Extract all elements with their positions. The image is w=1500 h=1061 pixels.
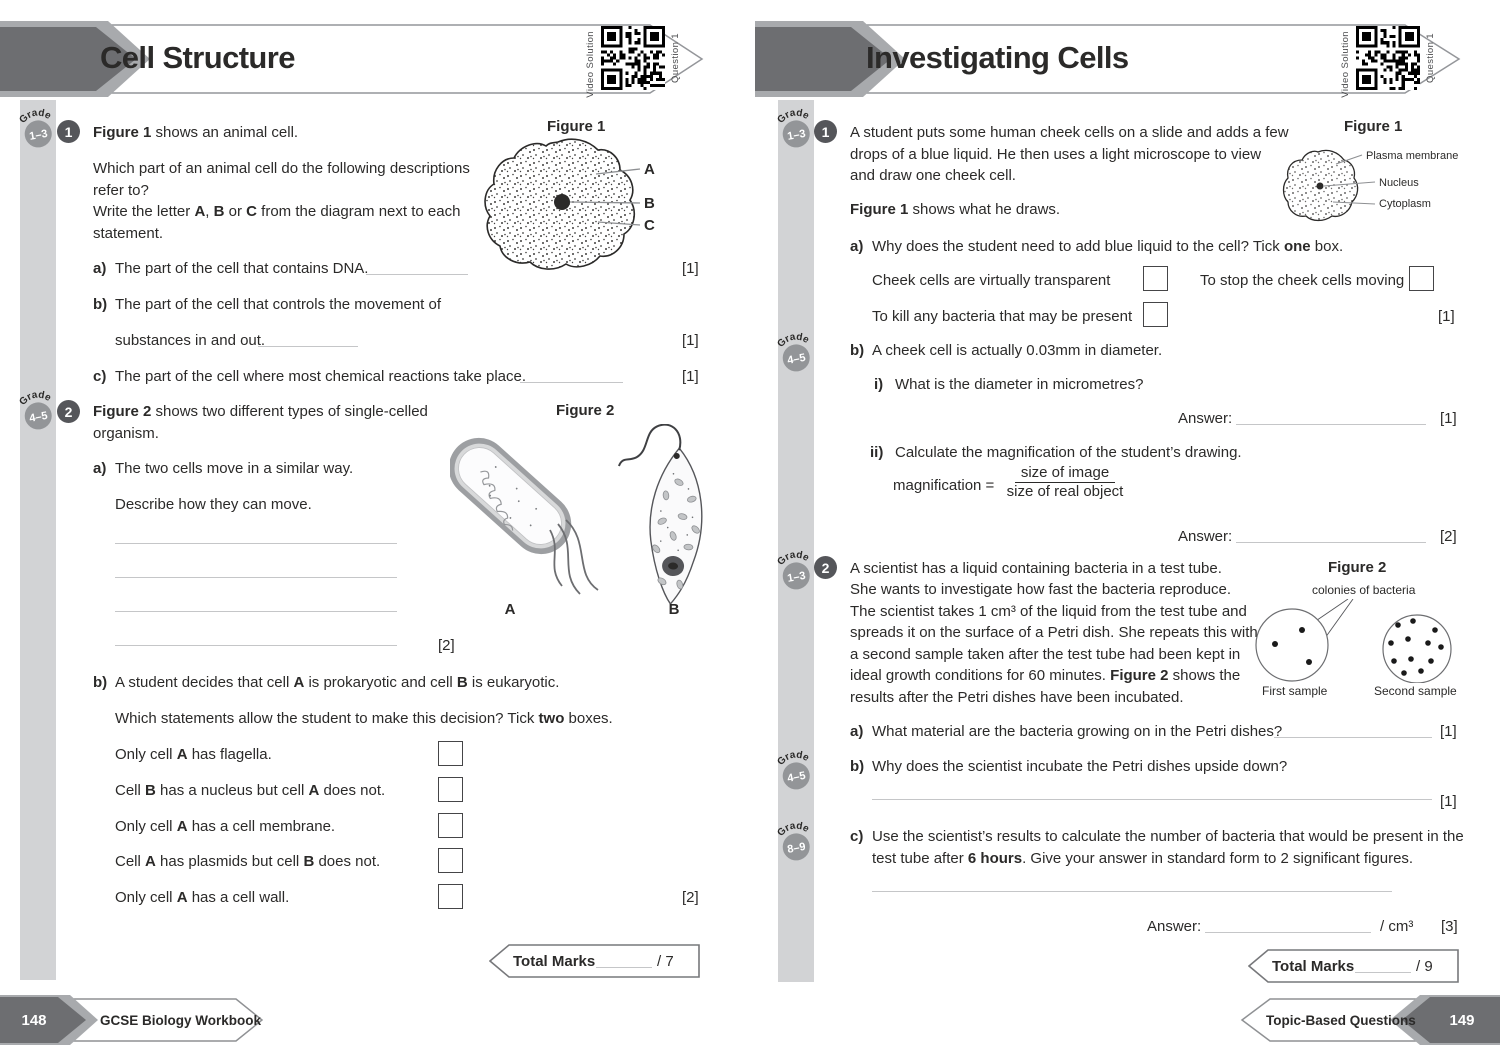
answer-line[interactable] [1205, 932, 1371, 933]
first-petri-dish [1256, 609, 1328, 681]
question-tag-label: Question 1 [670, 33, 681, 83]
option-label: To stop the cheek cells moving [1200, 272, 1405, 289]
answer-line[interactable] [520, 382, 623, 383]
q2-line: a second sample taken after the test tube had been kept in [850, 646, 1241, 663]
checkbox-nucleus[interactable] [438, 777, 463, 802]
svg-text:Grade: Grade [17, 389, 53, 408]
label-cell-b: B [668, 601, 680, 618]
book-title: GCSE Biology Workbook [100, 1013, 262, 1028]
answer-line[interactable] [258, 346, 358, 347]
grade-strip [20, 100, 56, 980]
option-label: Only cell A has a cell membrane. [115, 818, 336, 835]
qr-code [601, 26, 665, 90]
q1-line: Write the letter A, B or C from the diagram next to each [93, 203, 461, 220]
marks-allocation: [1] [1440, 723, 1457, 740]
grade-badge [769, 542, 821, 597]
q1bi-text: What is the diameter in micrometres? [895, 376, 1144, 393]
total-marks-label: Total Marks [1272, 958, 1355, 975]
option-label: Only cell A has flagella. [115, 746, 272, 763]
label-c: C [644, 217, 655, 234]
svg-text:1–3: 1–3 [786, 127, 807, 143]
grade-badge [769, 324, 821, 379]
q1a-prompt: Why does the student need to add blue liquid to the cell? Tick one box. [872, 238, 1344, 255]
grade-badge [11, 100, 63, 155]
svg-text:4–5: 4–5 [786, 769, 807, 785]
q1bii-text: Calculate the magnification of the student’s drawing. [895, 444, 1242, 461]
formula-lhs: magnification = [893, 477, 995, 494]
label-nucleus: Nucleus [1379, 177, 1419, 189]
formula-denominator: size of real object [1006, 483, 1124, 500]
q1a-text: The part of the cell that contains DNA. [115, 260, 369, 277]
svg-text:Grade: Grade [775, 549, 811, 568]
answer-line[interactable] [115, 611, 397, 612]
bacterium-cell [450, 426, 584, 567]
answer-label: Answer: [1178, 528, 1233, 545]
svg-text:1–3: 1–3 [786, 569, 807, 585]
answer-line[interactable] [115, 645, 397, 646]
part-label: c) [93, 368, 107, 385]
checkbox-cell-wall[interactable] [438, 884, 463, 909]
answer-line[interactable] [115, 543, 397, 544]
q2-line: The scientist takes 1 cm³ of the liquid from the test tube and [850, 603, 1247, 620]
part-label: a) [93, 460, 107, 477]
grade-badge [769, 100, 821, 155]
figure-title: Figure 2 [1328, 559, 1387, 576]
option-label: Cell B has a nucleus but cell A does not. [115, 782, 386, 799]
q2-line: spreads it on the surface of a Petri dish. She repeats this with [850, 624, 1258, 641]
q2-intro: Figure 2 shows two different types of single-celled [93, 403, 428, 420]
figure-title: Figure 1 [547, 118, 606, 135]
total-marks-value: / 7 [657, 953, 674, 970]
answer-label: Answer: [1147, 918, 1202, 935]
q2-line: She wants to investigate how fast the bacteria reproduce. [850, 581, 1232, 598]
subpart-label: ii) [870, 444, 884, 461]
label-a: A [644, 161, 655, 178]
answer-unit: / cm³ [1380, 918, 1414, 935]
part-label: b) [93, 674, 108, 691]
question-tag-label: Question 1 [1425, 33, 1436, 83]
page-number: 148 [21, 1012, 47, 1029]
section-title: Topic-Based Questions [1266, 1013, 1416, 1028]
question-number: 1 [814, 120, 837, 143]
option-label: To kill any bacteria that may be present [872, 308, 1133, 325]
answer-line[interactable] [1274, 737, 1432, 738]
answer-line[interactable] [1236, 424, 1426, 425]
q1-figure-line: Figure 1 shows what he draws. [850, 201, 1061, 218]
grade-badge [769, 813, 821, 868]
question-number: 2 [814, 556, 837, 579]
total-marks-line[interactable] [596, 967, 652, 968]
svg-text:Grade: Grade [775, 331, 811, 350]
part-label: b) [850, 758, 865, 775]
q1-line: and draw one cheek cell. [850, 167, 1016, 184]
q2-intro2: organism. [93, 425, 159, 442]
q1-line: Which part of an animal cell do the following descriptions [93, 160, 470, 177]
svg-text:Grade: Grade [775, 107, 811, 126]
figure-annotation: colonies of bacteria [1312, 583, 1416, 597]
part-label: a) [93, 260, 107, 277]
marks-allocation: [1] [682, 332, 699, 349]
marks-allocation: [2] [1440, 528, 1457, 545]
checkbox-flagella[interactable] [438, 741, 463, 766]
magnification-formula [1000, 464, 1130, 501]
q2b-text: Why does the scientist incubate the Petri dishes upside down? [872, 758, 1288, 775]
page-title: Investigating Cells [866, 40, 1129, 75]
q1b-text2: substances in and out. [115, 332, 266, 349]
total-marks-label: Total Marks [513, 953, 596, 970]
answer-label: Answer: [1178, 410, 1233, 427]
grade-badge [11, 382, 63, 437]
euglena-cell [610, 424, 709, 606]
label-plasma-membrane: Plasma membrane [1366, 150, 1459, 162]
part-label: b) [93, 296, 108, 313]
grade-badge [769, 742, 821, 797]
q1b-text: The part of the cell that controls the movement of [115, 296, 442, 313]
total-marks-value: / 9 [1416, 958, 1433, 975]
q2b-prompt: Which statements allow the student to make this decision? Tick two boxes. [115, 710, 613, 727]
q2a-text: What material are the bacteria growing on in the Petri dishes? [872, 723, 1283, 740]
marks-allocation: [3] [1441, 918, 1458, 935]
part-label: b) [850, 342, 865, 359]
svg-text:Grade: Grade [775, 820, 811, 839]
answer-line[interactable] [872, 799, 1432, 800]
q1-line: A student puts some human cheek cells on a slide and adds a few [850, 124, 1289, 141]
label-cell-a: A [504, 601, 516, 618]
q2b-intro: A student decides that cell A is prokaryotic and cell B is eukaryotic. [115, 674, 560, 691]
marks-allocation: [1] [1440, 410, 1457, 427]
q2a-text: The two cells move in a similar way. [115, 460, 354, 477]
page-number: 149 [1449, 1012, 1475, 1029]
q2-line: results after the Petri dishes have been incubated. [850, 689, 1184, 706]
q1b-text: A cheek cell is actually 0.03mm in diameter. [872, 342, 1163, 359]
figure-title: Figure 1 [1344, 118, 1403, 135]
q2c-line: test tube after 6 hours. Give your answer in standard form to 2 significant figures. [872, 850, 1414, 867]
part-label: a) [850, 238, 864, 255]
total-marks-line[interactable] [1355, 972, 1411, 973]
question-number: 2 [57, 400, 80, 423]
checkbox-plasmids[interactable] [438, 848, 463, 873]
first-sample-label: First sample [1262, 684, 1328, 698]
marks-allocation: [1] [1438, 308, 1455, 325]
answer-line[interactable] [115, 577, 397, 578]
nucleus-dot [554, 194, 570, 210]
q1-intro: Figure 1 shows an animal cell. [93, 124, 299, 141]
q1-line: statement. [93, 225, 164, 242]
part-label: c) [850, 828, 864, 845]
svg-text:4–5: 4–5 [28, 409, 49, 425]
marks-allocation: [1] [682, 368, 699, 385]
marks-allocation: [2] [438, 637, 455, 654]
checkbox-membrane[interactable] [438, 813, 463, 838]
q2-line: A scientist has a liquid containing bacteria in a test tube. [850, 560, 1222, 577]
q1c-text: The part of the cell where most chemical reactions take place. [115, 368, 527, 385]
q2c-line: Use the scientist’s results to calculate the number of bacteria that would be present in the [872, 828, 1464, 845]
svg-text:Grade: Grade [775, 749, 811, 768]
single-celled-organisms-diagram [450, 424, 722, 622]
label-cytoplasm: Cytoplasm [1379, 198, 1431, 210]
checkbox-kill-bacteria[interactable] [1143, 302, 1168, 327]
animal-cell-diagram [480, 134, 710, 274]
checkbox-stop-moving[interactable] [1409, 266, 1434, 291]
answer-line[interactable] [872, 891, 1392, 892]
second-sample-label: Second sample [1374, 684, 1457, 698]
svg-text:4–5: 4–5 [786, 351, 807, 367]
svg-text:Grade: Grade [17, 107, 53, 126]
subpart-label: i) [874, 376, 884, 393]
figure-title: Figure 2 [556, 402, 615, 419]
option-label: Cheek cells are virtually transparent [872, 272, 1111, 289]
marks-allocation: [2] [682, 889, 699, 906]
part-label: a) [850, 723, 864, 740]
video-solution-label: Video Solution [1340, 31, 1351, 98]
marks-allocation: [1] [1440, 793, 1457, 810]
video-solution-label: Video Solution [585, 31, 596, 98]
answer-line[interactable] [366, 274, 468, 275]
formula-numerator: size of image [1015, 464, 1115, 483]
q2-line: ideal growth conditions for 60 minutes. Figure 2 shows the [850, 667, 1241, 684]
nucleus-dot [1317, 183, 1324, 190]
q2a-prompt: Describe how they can move. [115, 496, 312, 513]
label-b: B [644, 195, 655, 212]
svg-text:8–9: 8–9 [786, 840, 807, 856]
petri-dishes-diagram [1252, 599, 1466, 683]
marks-allocation: [1] [682, 260, 699, 277]
checkbox-transparent[interactable] [1143, 266, 1168, 291]
q1-line: refer to? [93, 182, 149, 199]
q1-line: drops of a blue liquid. He then uses a light microscope to view [850, 146, 1262, 163]
qr-code [1356, 26, 1420, 90]
page-title: Cell Structure [100, 40, 295, 75]
cheek-cell-diagram [1278, 138, 1496, 238]
answer-line[interactable] [1236, 542, 1426, 543]
option-label: Cell A has plasmids but cell B does not. [115, 853, 381, 870]
question-number: 1 [57, 120, 80, 143]
svg-text:1–3: 1–3 [28, 127, 49, 143]
option-label: Only cell A has a cell wall. [115, 889, 290, 906]
